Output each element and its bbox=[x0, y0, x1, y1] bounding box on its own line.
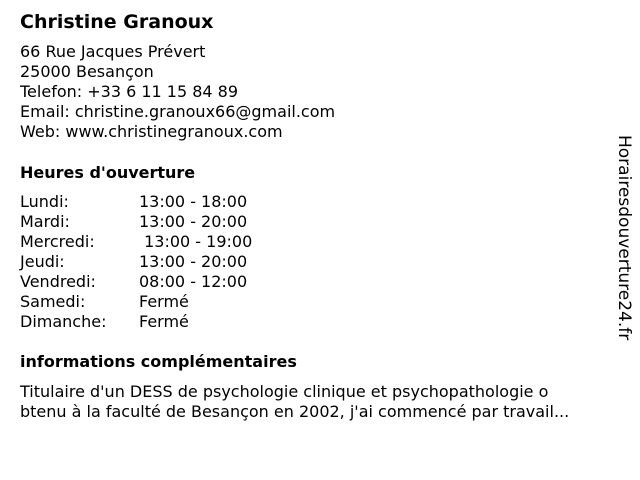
contact-card bbox=[20, 10, 620, 422]
hours-time: 13:00 - 20:00 bbox=[139, 212, 248, 231]
hours-day: Samedi: bbox=[20, 292, 86, 311]
hours-day: Dimanche: bbox=[20, 312, 107, 331]
hours-day: Lundi: bbox=[20, 192, 69, 211]
phone-line: Telefon: +33 6 11 15 84 89 bbox=[20, 82, 239, 101]
hours-row-friday bbox=[20, 272, 620, 292]
street-address: 66 Rue Jacques Prévert bbox=[20, 42, 206, 61]
hours-day: Jeudi: bbox=[20, 252, 65, 271]
web-line: Web: www.christinegranoux.com bbox=[20, 122, 283, 141]
hours-title: Heures d'ouverture bbox=[20, 163, 196, 182]
hours-row-monday bbox=[20, 192, 620, 212]
hours-row-sunday bbox=[20, 312, 620, 332]
site-brand-vertical: Horairesdouverture24.fr bbox=[614, 135, 634, 341]
info-title: informations complémentaires bbox=[20, 352, 297, 371]
hours-time: 13:00 - 18:00 bbox=[139, 192, 248, 211]
contact-name: Christine Granoux bbox=[20, 11, 214, 33]
hours-time: 13:00 - 19:00 bbox=[139, 232, 253, 251]
city-address: 25000 Besançon bbox=[20, 62, 154, 81]
hours-day: Mardi: bbox=[20, 212, 70, 231]
hours-day: Vendredi: bbox=[20, 272, 96, 291]
hours-row-thursday bbox=[20, 252, 620, 272]
hours-time: Fermé bbox=[139, 312, 189, 331]
email-line: Email: christine.granoux66@gmail.com bbox=[20, 102, 336, 121]
hours-row-wednesday bbox=[20, 232, 620, 252]
hours-table bbox=[20, 192, 620, 332]
hours-row-tuesday bbox=[20, 212, 620, 232]
hours-time: Fermé bbox=[139, 292, 189, 311]
info-description: Titulaire d'un DESS de psychologie clinique et psychopathologie o btenu à la faculté de Besançon en 2002, j'ai commencé par travail... bbox=[20, 382, 570, 421]
hours-row-saturday bbox=[20, 292, 620, 312]
hours-time: 13:00 - 20:00 bbox=[139, 252, 248, 271]
hours-day: Mercredi: bbox=[20, 232, 95, 251]
hours-time: 08:00 - 12:00 bbox=[139, 272, 248, 291]
